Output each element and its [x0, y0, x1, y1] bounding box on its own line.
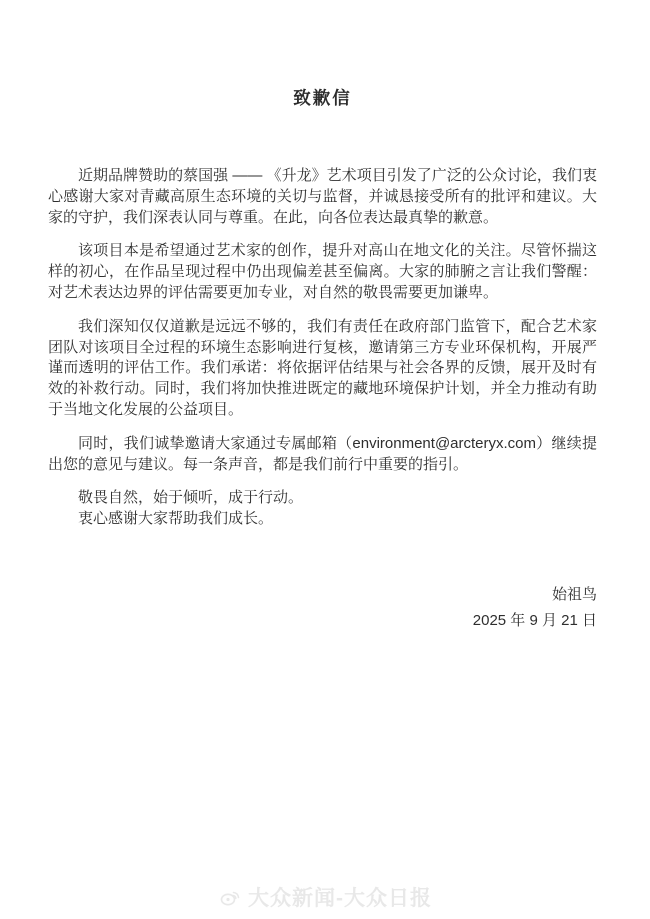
signature-block: [48, 582, 597, 634]
letter-paragraph: 近期品牌赞助的蔡国强 —— 《升龙》艺术项目引发了广泛的公众讨论，我们衷心感谢大家对青藏高原生态环境的关切与监督，并诚恳接受所有的批评和建议。大家的守护，我们深表认同与尊重。在此，向各位表达最真挚的歉意。: [48, 167, 597, 226]
watermark: [0, 882, 650, 912]
letter-paragraph: 同时，我们诚挚邀请大家通过专属邮箱（environment@arcteryx.com）继续提出您的意见与建议。每一条声音，都是我们前行中重要的指引。: [48, 434, 597, 473]
signature-date: 2025 年 9 月 21 日: [472, 611, 597, 629]
closing-block: [48, 488, 597, 530]
letter-paragraph: 我们深知仅仅道歉是远远不够的，我们有责任在政府部门监管下，配合艺术家团队对该项目全过程的环境生态影响进行复核，邀请第三方专业环保机构，开展严谨而透明的评估工作。我们承诺：将依据评估结果与社会各界的反馈，展开及时有效的补救行动。同时，我们将加快推进既定的藏地环境保护计划，并全力推动有助于当地文化发展的公益项目。: [48, 317, 597, 418]
letter-paragraph: 该项目本是希望通过艺术家的创作，提升对高山在地文化的关注。尽管怀揣这样的初心，在作品呈现过程中仍出现偏差甚至偏离。大家的肺腑之言让我们警醒：对艺术表达边界的评估需要更加专业，对自然的敬畏需要更加谦卑。: [48, 242, 597, 301]
closing-line: 衷心感谢大家帮助我们成长。: [78, 510, 274, 528]
closing-line: 敬畏自然，始于倾听，成于行动。: [78, 489, 304, 507]
weibo-icon: [218, 885, 242, 909]
letter-body: [48, 166, 597, 634]
letter-title: 致歉信: [293, 88, 352, 108]
letter-content: [48, 0, 597, 634]
signature-name: 始祖鸟: [551, 585, 597, 603]
watermark-text: 大众新闻-大众日报: [248, 887, 432, 910]
